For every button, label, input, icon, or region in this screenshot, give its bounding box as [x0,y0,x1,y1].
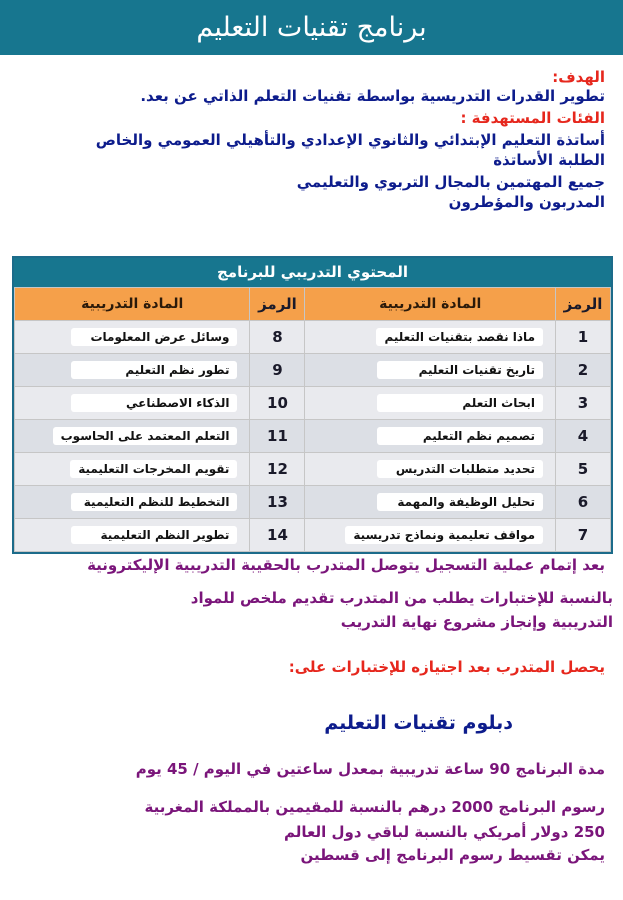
exams-note: بالنسبة للإختبارات يطلب من المتدرب تقديم ملخص للمواد التدريبية وإنجاز مشروع نهاية التدريب [190,589,613,631]
row-code: 12 [250,453,305,486]
registration-note: بعد إتمام عملية التسجيل يتوصل المتدرب بالحقيبة التدريبية الإليكترونية [87,556,605,574]
obtains-note: يحصل المتدرب بعد اجتيازه للإختبارات على: [288,658,605,676]
row-subject: وسائل عرض المعلومات [71,328,237,346]
installments-text: يمكن تقسيط رسوم البرنامج إلى قسطين [300,846,605,864]
table-row [15,453,611,486]
duration-text: مدة البرنامج 90 ساعة تدريبية بمعدل ساعتين في اليوم / 45 يوم [135,760,605,778]
page-header [0,0,623,55]
header-code: الرمز [556,288,611,321]
row-code: 7 [556,519,611,552]
row-code: 9 [250,354,305,387]
row-subject: ماذا نقصد بتقنيات التعليم [376,328,543,346]
table-row [15,354,611,387]
row-subject: مواقف تعليمية ونماذج تدريسية [345,526,543,544]
row-subject: التخطيط للنظم التعليمية [71,493,237,511]
training-content-table [12,256,613,554]
header-subject: المادة التدريبية [15,288,250,321]
row-subject: تحديد متطلبات التدريس [377,460,543,478]
header-code: الرمز [250,288,305,321]
goal-text: تطوير القدرات التدريسية بواسطة تقنيات التعلم الذاتي عن بعد. [140,87,605,105]
row-code: 2 [556,354,611,387]
diploma-title: دبلوم تقنيات التعليم [324,712,513,734]
fee-morocco-text: رسوم البرنامج 2000 درهم بالنسبة للمقيمين بالمملكة المغربية [144,798,605,816]
goal-label: الهدف: [552,68,605,86]
row-subject: تاريخ تقنيات التعليم [377,361,543,379]
row-code: 1 [556,321,611,354]
table-title: المحتوي التدريبي للبرنامج [14,258,611,287]
row-subject: تطوير النظم التعليمية [71,526,237,544]
table-row [15,387,611,420]
row-code: 11 [250,420,305,453]
row-code: 4 [556,420,611,453]
goal-section [12,68,605,212]
row-subject: التعلم المعتمد على الحاسوب [53,427,238,445]
row-subject: الذكاء الاصطناعي [71,394,237,412]
row-code: 5 [556,453,611,486]
row-code: 6 [556,486,611,519]
table-header-row [15,288,611,321]
audience-label: الفئات المستهدفة : [460,109,605,127]
row-code: 10 [250,387,305,420]
row-subject: تطور نظم التعليم [71,361,237,379]
table-row [15,519,611,552]
row-code: 3 [556,387,611,420]
row-subject: تصميم نظم التعليم [377,427,543,445]
row-code: 14 [250,519,305,552]
audience-item: المدربون والمؤطرون [448,193,605,211]
audience-item: الطلبة الأساتذة [493,151,605,169]
fee-other-text: 250 دولار أمريكي بالنسبة لباقي دول العالم [284,823,605,841]
table-row [15,321,611,354]
table-row [15,420,611,453]
header-subject: المادة التدريبية [305,288,556,321]
page-title: برنامج تقنيات التعليم [196,12,427,43]
audience-item: جميع المهتمين بالمجال التربوي والتعليمي [296,173,605,191]
audience-item: أساتذة التعليم الإبتدائي والثانوي الإعدادي والتأهيلي العمومي والخاص [95,131,605,149]
table-row [15,486,611,519]
row-code: 8 [250,321,305,354]
row-code: 13 [250,486,305,519]
row-subject: تحليل الوظيفة والمهمة [377,493,543,511]
row-subject: تقويم المخرجات التعليمية [70,460,237,478]
row-subject: ابحاث التعلم [377,394,543,412]
